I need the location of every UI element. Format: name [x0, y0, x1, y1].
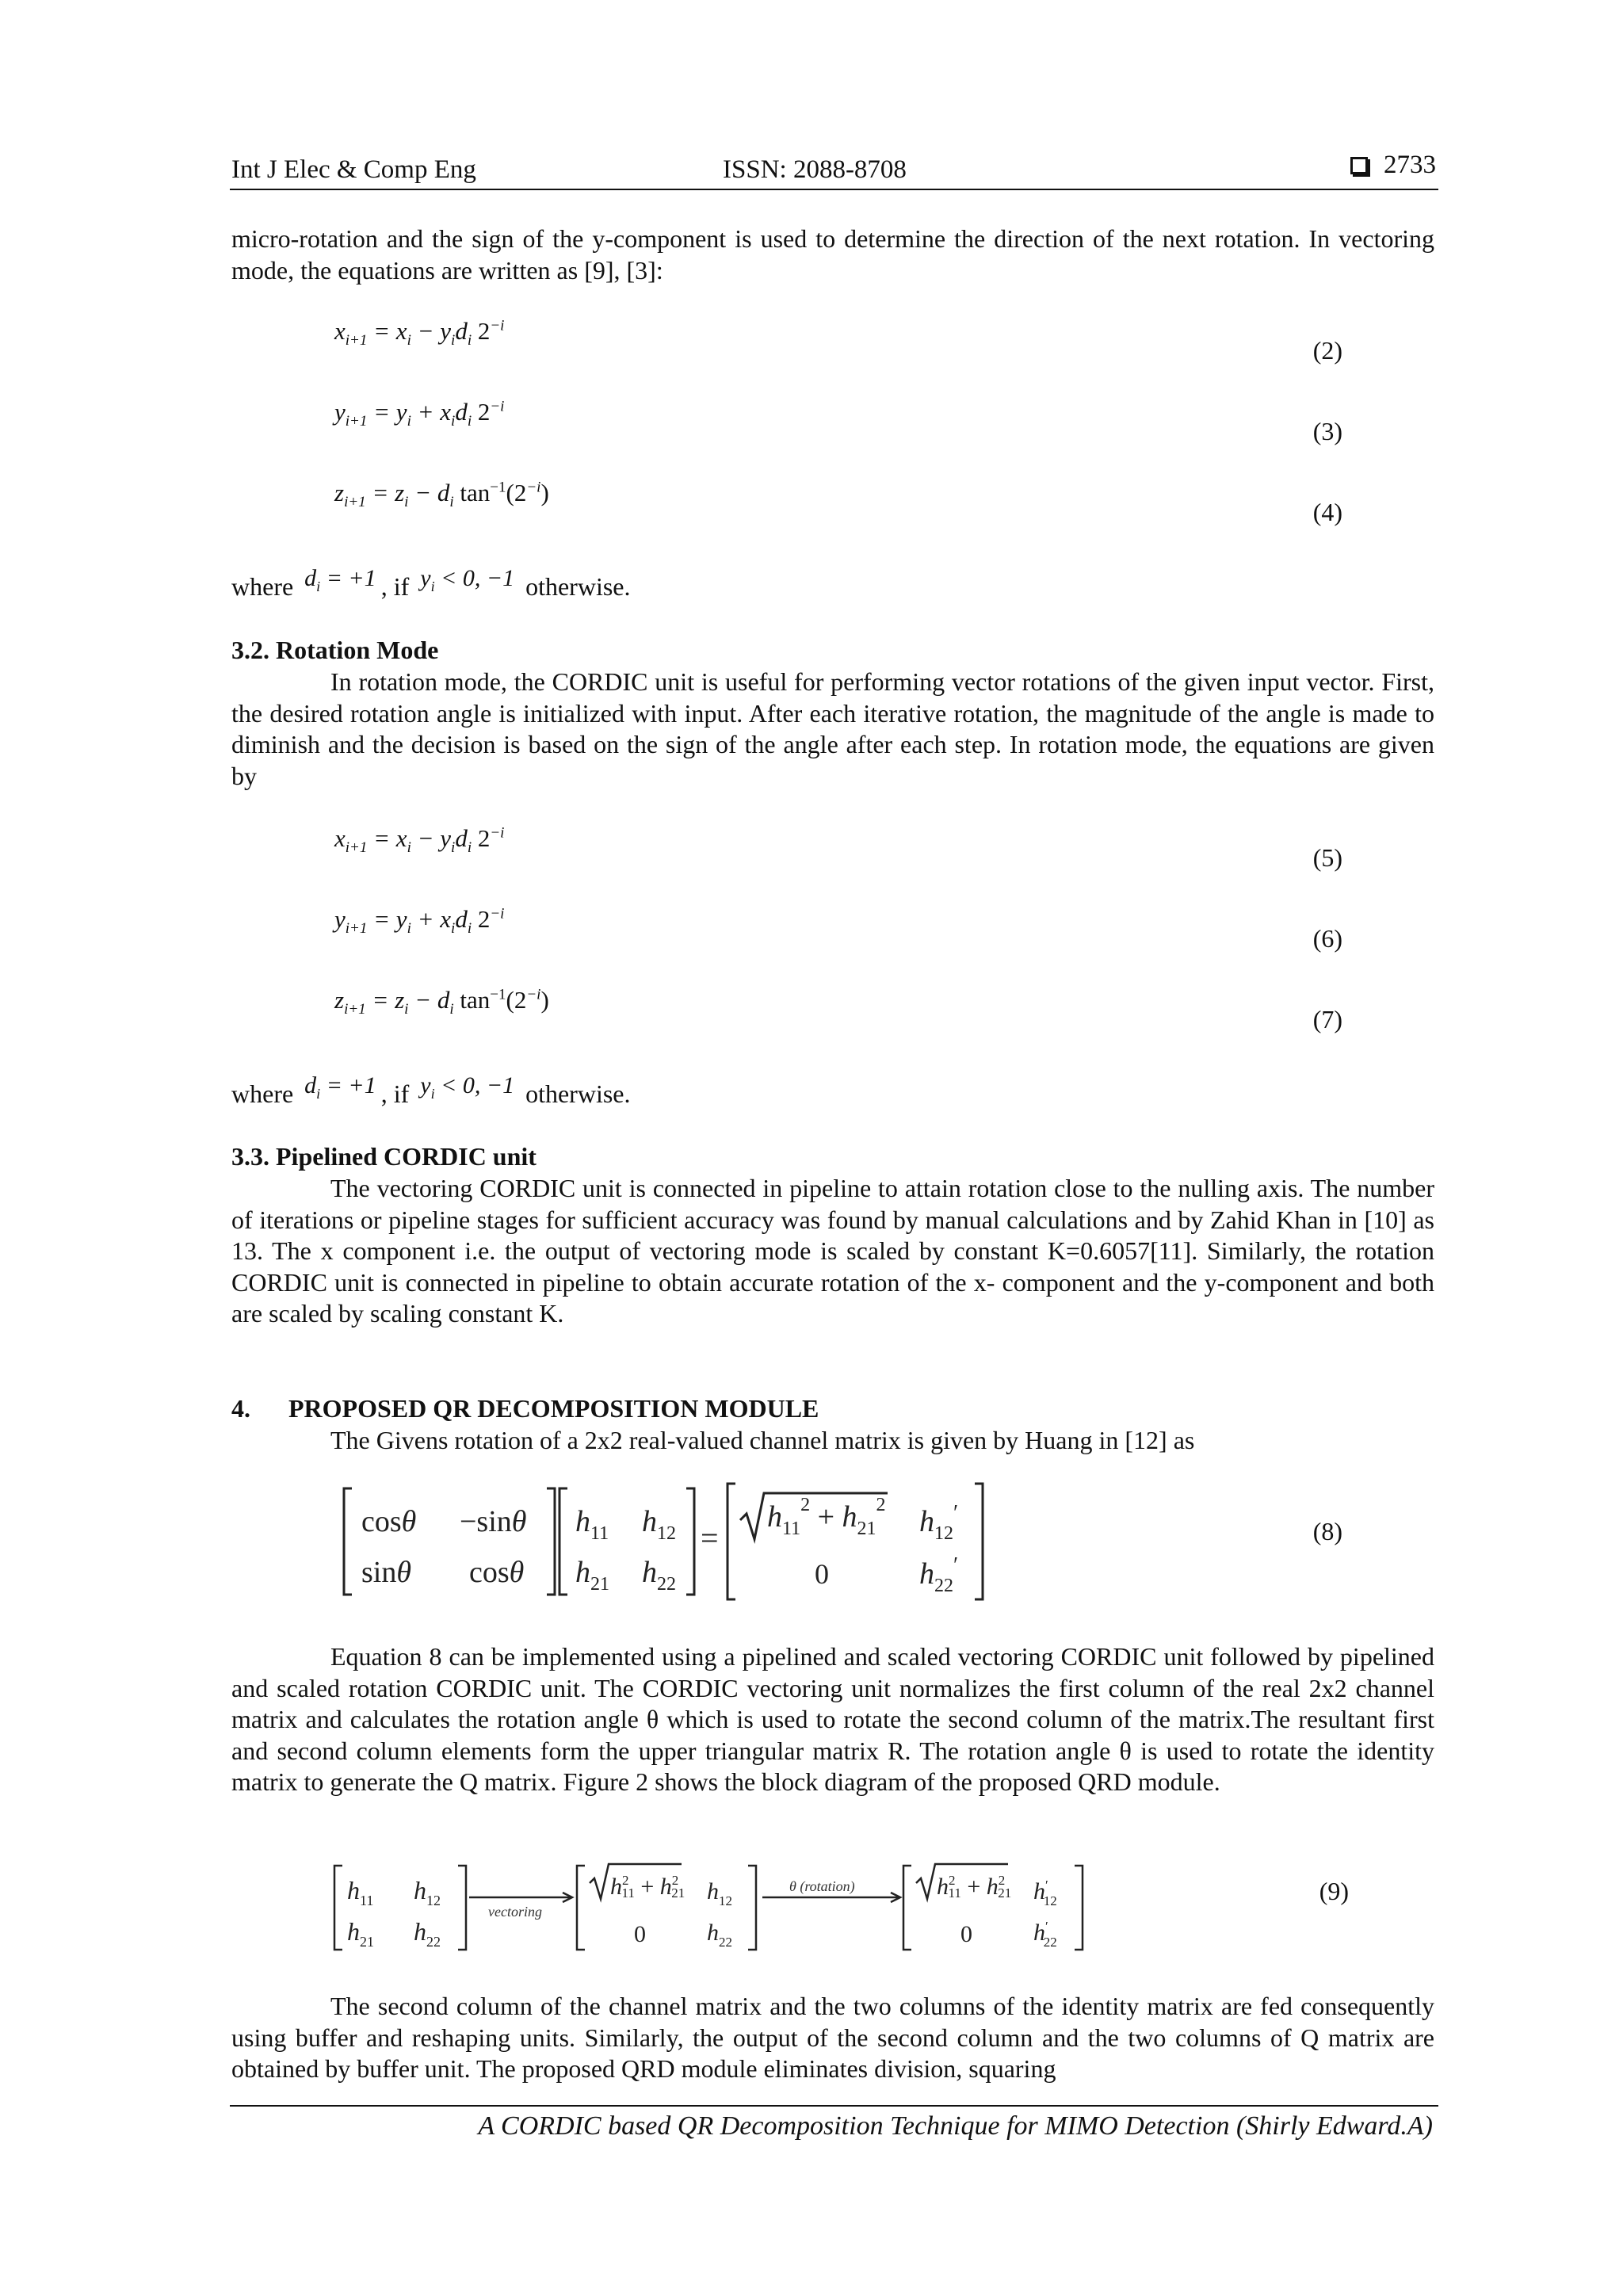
otherwise-label: otherwise.	[525, 572, 631, 601]
section-title: PROPOSED QR DECOMPOSITION MODULE	[288, 1394, 819, 1423]
equation-8-givens-rotation	[341, 1482, 999, 1601]
svg-text:h12′: $h_{12}'$	[919, 1501, 959, 1544]
svg-text:h211 + h221: $h^2$ $11 + h^2$ 21	[610, 1873, 685, 1901]
running-footer: A CORDIC based QR Decomposition Technique for MIMO Detection (Shirly Edward.A)	[478, 2111, 1433, 2141]
condition-y: < 0, −1	[441, 1072, 515, 1098]
svg-text:h22: $h_{22}$	[707, 1920, 732, 1950]
journal-name: Int J Elec & Comp Eng	[231, 155, 476, 184]
svg-text:h21: $h_{21}$	[347, 1917, 374, 1950]
page-number-group	[1350, 151, 1436, 180]
equation-9-cordic-flow	[331, 1861, 1108, 1954]
paragraph-vectoring-intro: micro-rotation and the sign of the y-component is used to determine the direction of the next rotation. In vectoring mode, the equations are written as [9], [3]:	[231, 224, 1434, 285]
where-label: where	[231, 572, 294, 601]
footer-rule	[230, 2105, 1438, 2107]
condition-d: = +1	[326, 565, 376, 591]
equation-6: $y_{i+1} = y_i + x_id_i$ $2^{-i}$	[334, 905, 505, 938]
equation-4: $z_{i+1} = z_i - d_i$ $\tan^{-1}(2^{-i})$	[334, 479, 549, 511]
section-heading-3-2: 3.2. Rotation Mode	[231, 636, 439, 664]
svg-text:cosθ: cosθ	[361, 1505, 417, 1538]
equation-number-5: (5)	[1312, 843, 1342, 872]
where-clause-2: where $d_i = +1$ , if $y_i < 0$, −1 otherwise.	[231, 1072, 631, 1108]
condition-if: , if	[380, 572, 410, 601]
svg-text:h112 + h212: $h_{11}^2 + h_{21}^2$	[767, 1495, 886, 1539]
where-label: where	[231, 1079, 294, 1108]
svg-text:h12: $h_{12}$	[414, 1876, 441, 1908]
svg-text:h211 + h221: $h^2$ $11 + h^2$ 21	[937, 1873, 1012, 1901]
condition-y: < 0, −1	[441, 565, 515, 591]
svg-text:h22: $h_{22}$	[414, 1917, 441, 1950]
svg-text:0: 0	[815, 1558, 829, 1590]
paragraph-equation-8-implementation: Equation 8 can be implemented using a pipelined and scaled vectoring CORDIC unit followed by pipelined and scaled rotation CORDIC unit. The CORDIC vectoring unit normalizes the first column of the real 2x2 channel matrix and calculates the rotation angle θ which is used to rotate the second column of the matrix.The resultant first and second column elements form the upper triangular matrix R. The rotation angle θ is used to rotate the identity matrix to generate the Q matrix. Figure 2 shows the block diagram of the proposed QRD module.	[231, 1642, 1434, 1796]
svg-text:h11: $h_{11}$	[575, 1505, 609, 1544]
issn: ISSN: 2088-8708	[723, 155, 907, 184]
equation-5: $x_{i+1} = x_i - y_id_i$ $2^{-i}$	[334, 824, 505, 857]
equation-number-3: (3)	[1312, 417, 1342, 445]
svg-text:h22: $h_{22}$	[642, 1556, 676, 1595]
equation-number-2: (2)	[1312, 336, 1342, 365]
page-number: 2733	[1384, 151, 1436, 179]
svg-text:h′22: h′ 22	[1033, 1919, 1057, 1950]
paragraph-buffer-reshaping: The second column of the channel matrix and the two columns of the identity matrix are fed consequently using buffer and reshaping units. Similarly, the output of the second column and the two columns of Q matrix are obtained by buffer unit. The proposed QRD module eliminates division, squaring	[231, 1992, 1434, 2083]
svg-text:h21: $h_{21}$	[575, 1556, 609, 1595]
vectoring-arrow-label: vectoring	[488, 1904, 542, 1920]
svg-text:0: 0	[634, 1921, 646, 1947]
svg-text:sinθ: sinθ	[361, 1556, 412, 1589]
section-heading-3-3: 3.3. Pipelined CORDIC unit	[231, 1142, 537, 1171]
svg-text:h12: $h_{12}$	[642, 1505, 676, 1544]
where-clause-1: where $d_i = +1$ , if $y_i < 0$, −1 otherwise.	[231, 565, 631, 601]
equation-3: $y_{i+1} = y_i + x_id_i$ $2^{-i}$	[334, 398, 505, 430]
svg-text:0: 0	[960, 1921, 972, 1947]
svg-text:h12: $h_{12}$	[707, 1878, 732, 1908]
paragraph-givens-intro: The Givens rotation of a 2x2 real-valued channel matrix is given by Huang in [12] as	[330, 1426, 1195, 1454]
equation-7: $z_{i+1} = z_i - d_i$ $\tan^{-1}(2^{-i})$	[334, 986, 549, 1018]
rotation-arrow-label: θ (rotation)	[789, 1878, 855, 1894]
otherwise-label: otherwise.	[525, 1079, 631, 1108]
equation-number-9: (9)	[1319, 1877, 1349, 1905]
equation-number-4: (4)	[1312, 498, 1342, 526]
svg-text:h11: $h_{11}$	[347, 1876, 374, 1908]
equation-number-7: (7)	[1312, 1005, 1342, 1033]
section-heading-4	[231, 1394, 819, 1423]
equation-2: $x_{i+1} = x_i - y_id_i$ $2^{-i}$	[334, 317, 505, 350]
svg-text:=: =	[701, 1520, 719, 1556]
section-number: 4.	[231, 1394, 250, 1423]
running-header	[231, 151, 1436, 190]
equation-number-8: (8)	[1312, 1517, 1342, 1545]
svg-text:cosθ: cosθ	[469, 1556, 525, 1589]
condition-d: = +1	[326, 1072, 376, 1098]
svg-text:−sinθ: −sinθ	[460, 1505, 527, 1538]
paragraph-rotation-mode: In rotation mode, the CORDIC unit is useful for performing vector rotations of the given input vector. First, the desired rotation angle is initialized with input. After each iterative rotation, the magnitude of the angle is made to diminish and the decision is based on the sign of the angle after each step. In rotation mode, the equations are given by	[231, 667, 1434, 790]
condition-if: , if	[380, 1079, 410, 1108]
header-rule	[230, 189, 1438, 190]
square-bullet-icon	[1350, 157, 1368, 174]
equation-number-6: (6)	[1312, 924, 1342, 953]
svg-text:h22′: $h_{22}'$	[919, 1553, 959, 1596]
svg-text:h′12: h′ 12	[1033, 1878, 1057, 1908]
paragraph-pipelined-cordic: The vectoring CORDIC unit is connected in pipeline to attain rotation close to the nulling axis. The number of iterations or pipeline stages for sufficient accuracy was found by manual calculations and by Zahid Khan in [10] as 13. The x component i.e. the output of vectoring mode is scaled by constant K=0.6057[11]. Similarly, the rotation CORDIC unit is connected in pipeline to obtain accurate rotation of the x- component and the y-component and both are scaled by scaling constant K.	[231, 1174, 1434, 1328]
